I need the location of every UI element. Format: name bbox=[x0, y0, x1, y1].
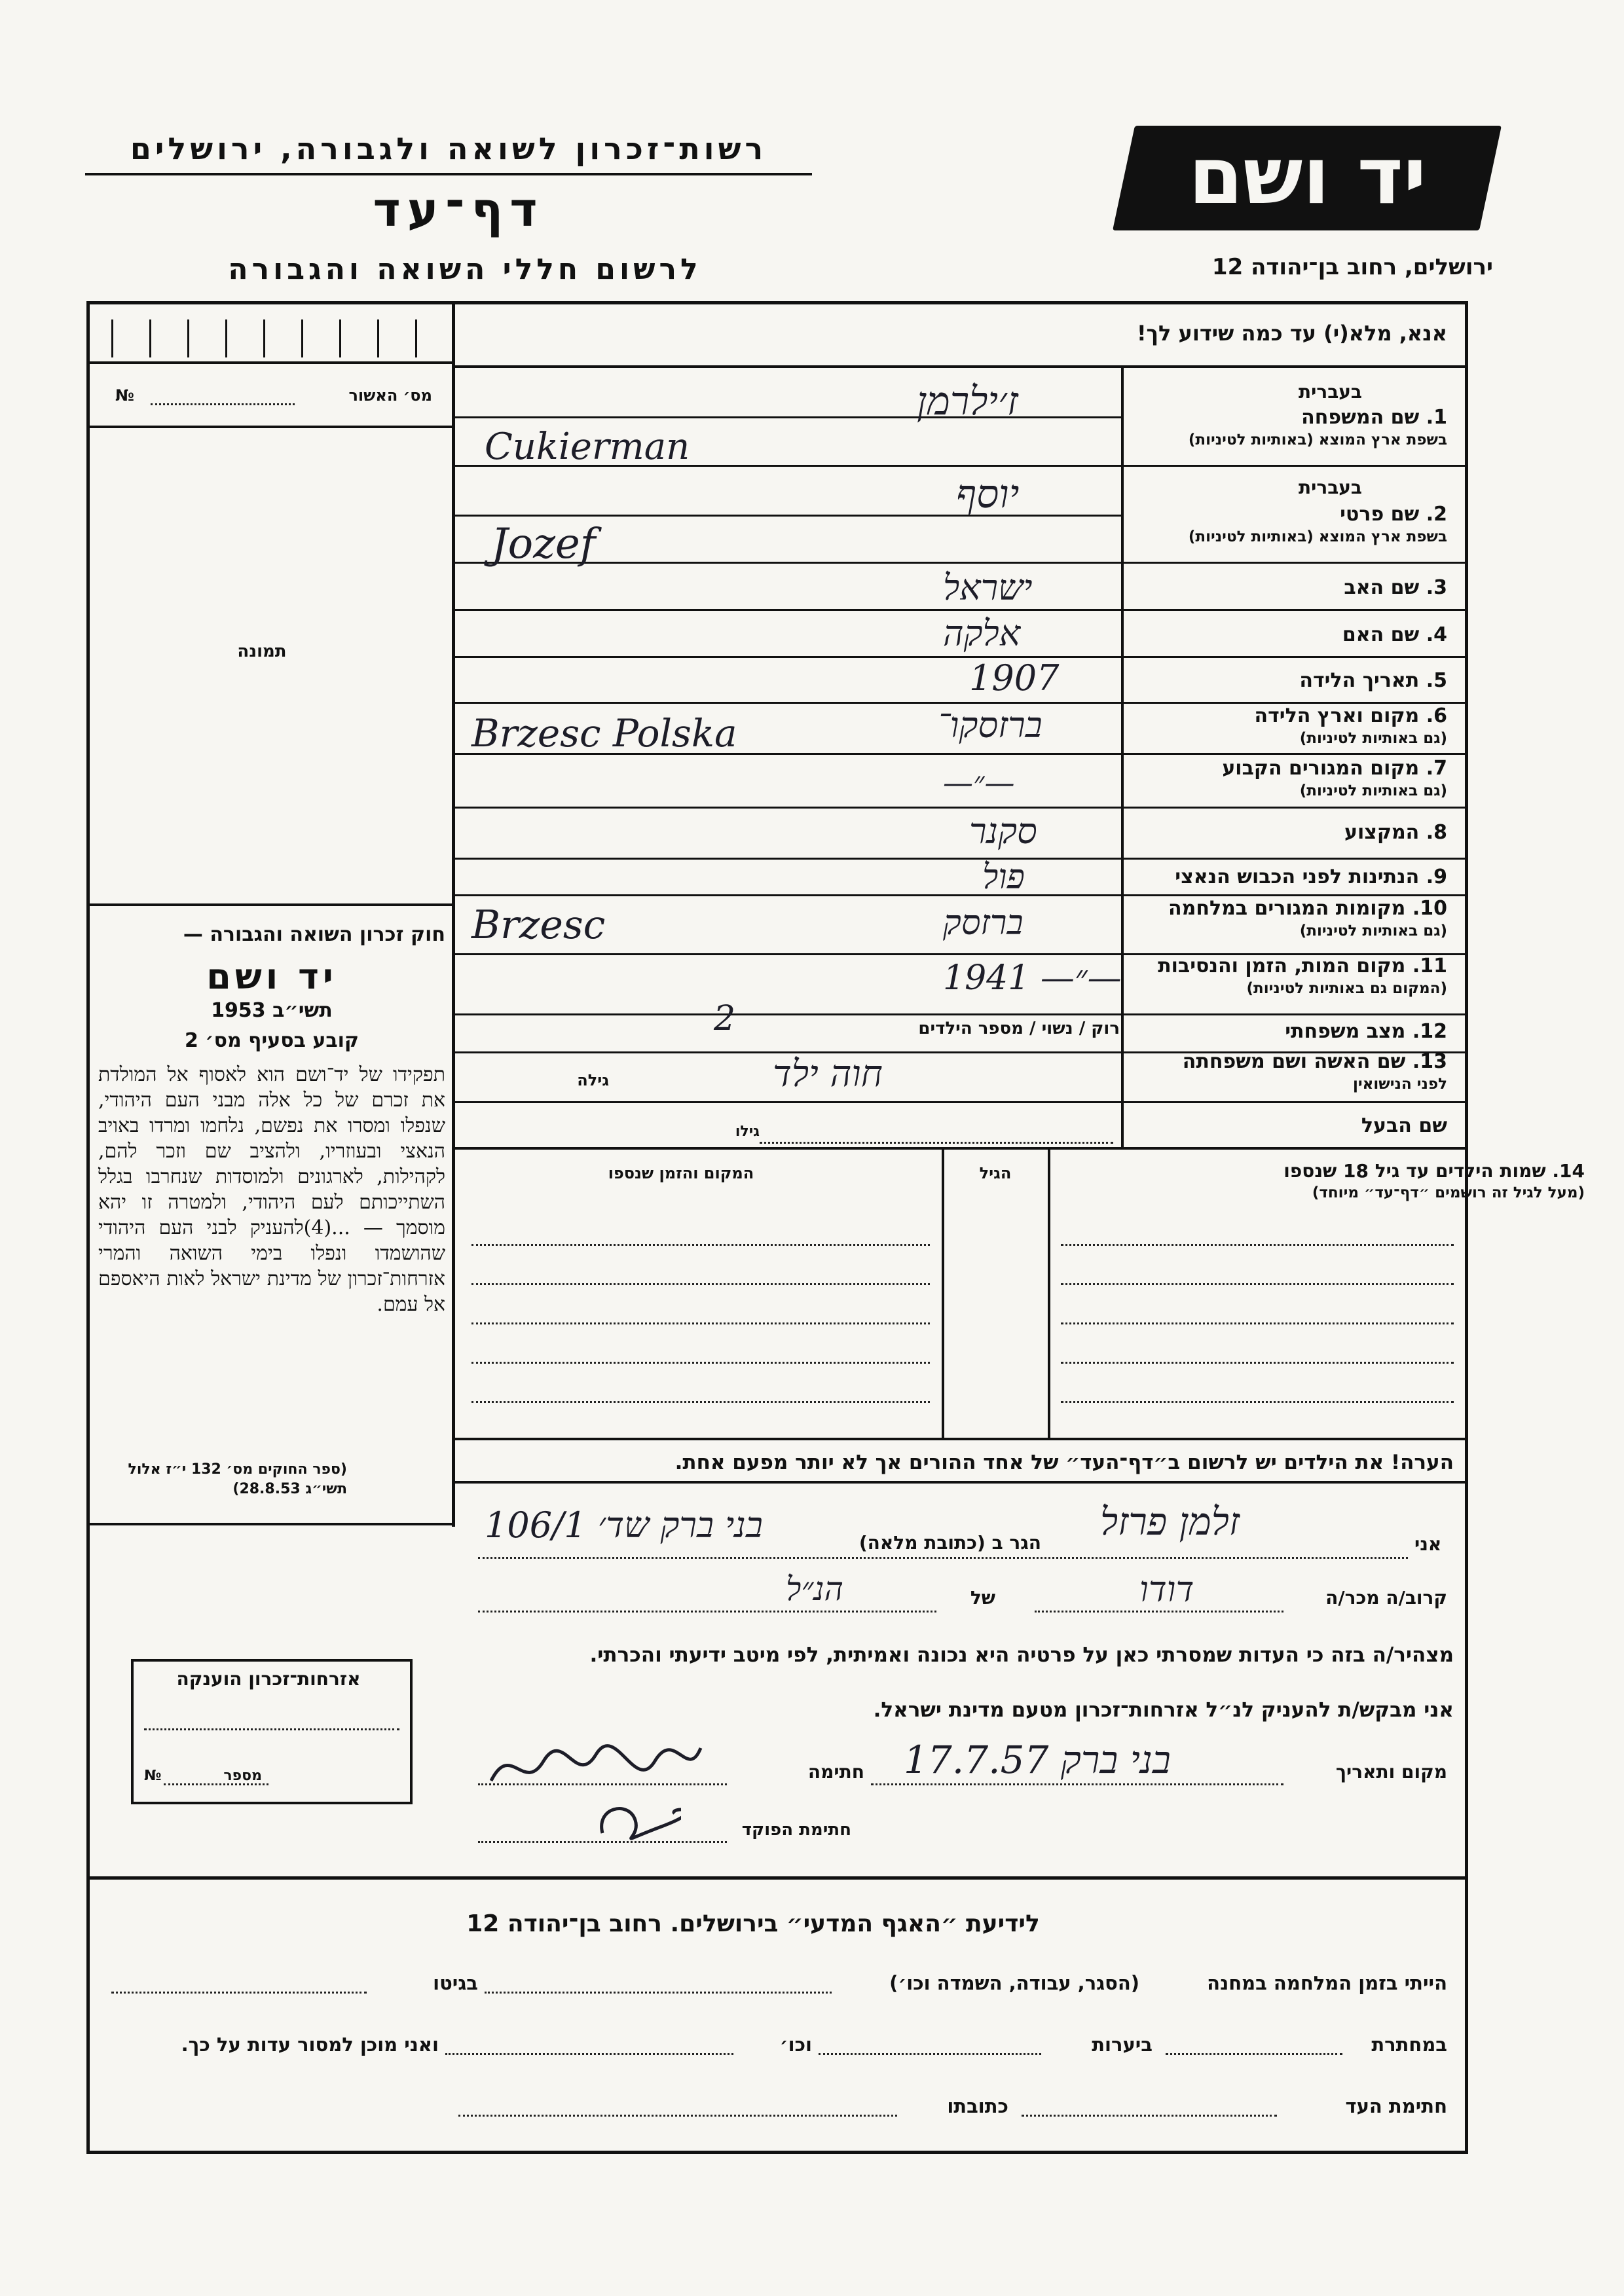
children-row[interactable] bbox=[471, 1401, 930, 1403]
field-3-value[interactable]: ישראל bbox=[943, 567, 1033, 608]
law-year: תשי״ב 1953 bbox=[211, 999, 333, 1022]
declarant-name[interactable]: זלמן פרזל bbox=[1100, 1499, 1240, 1544]
of-value[interactable]: הנ״ל bbox=[786, 1570, 843, 1608]
relation-line[interactable] bbox=[1035, 1611, 1283, 1613]
row-line bbox=[454, 609, 1467, 611]
field-1-value-hebrew[interactable]: ז׳ילרמן bbox=[917, 378, 1018, 424]
field-5-label: 5. תאריך הלידה bbox=[1299, 669, 1447, 692]
footer-forests-label: ביערות bbox=[1092, 2033, 1153, 2056]
wife-age-label: גילה bbox=[577, 1071, 609, 1089]
children-row[interactable] bbox=[1061, 1322, 1454, 1324]
field-6-value-latin[interactable]: Brzesc Polska bbox=[471, 711, 737, 756]
of-label: של bbox=[970, 1587, 995, 1609]
field-7-value[interactable]: —״— bbox=[943, 765, 1015, 800]
field-8-label: 8. המקצוע bbox=[1344, 821, 1447, 844]
field-1-value-latin[interactable]: Cukierman bbox=[485, 426, 690, 468]
footer-camp-types: (הסגר, עבודה, השמדה וכו׳) bbox=[889, 1972, 1139, 1994]
field-11-label: 11. מקום המות, הזמן והנסיבות (המקום גם באותיות לטיניות) bbox=[1158, 955, 1447, 997]
children-row[interactable] bbox=[471, 1244, 930, 1246]
official-signature bbox=[589, 1794, 681, 1853]
yad-vashem-logo bbox=[1113, 126, 1502, 230]
footer-witness-signature-field[interactable] bbox=[1022, 2115, 1277, 2117]
field-2-value-latin[interactable]: Jozef bbox=[491, 520, 596, 568]
row-line bbox=[454, 1147, 1467, 1150]
field-2-hebrew-tag: בעברית bbox=[1298, 477, 1362, 498]
authority-name: רשות־זכרון לשואה ולגבורה, ירושלים bbox=[130, 131, 767, 166]
citizenship-line-1[interactable] bbox=[144, 1728, 399, 1730]
label-column-divider bbox=[1121, 368, 1124, 1147]
footer-etc-label: וכו׳ bbox=[779, 2033, 812, 2056]
row-line bbox=[454, 858, 1467, 860]
footer-ghetto-field[interactable] bbox=[111, 1992, 367, 1994]
marital-status-options[interactable]: רוק / נשוי / מספר הילדים bbox=[918, 1019, 1120, 1038]
of-line[interactable] bbox=[478, 1611, 936, 1613]
footer-ready-text: ואני מוכן למסור עדות על כך. bbox=[181, 2033, 439, 2056]
signature-label: חתימה bbox=[807, 1761, 864, 1783]
field-10-value-latin[interactable]: Brzesc bbox=[471, 902, 606, 948]
approval-tick-boxes bbox=[98, 319, 452, 359]
approval-bottom-line bbox=[88, 426, 452, 428]
footer-underground-field[interactable] bbox=[1166, 2053, 1342, 2055]
row-subline bbox=[454, 416, 1121, 418]
row-line bbox=[454, 1101, 1467, 1103]
field-4-value[interactable]: אלקה bbox=[943, 613, 1021, 654]
form-title: דף־עד bbox=[373, 182, 544, 237]
citizenship-no-sign: № bbox=[144, 1768, 162, 1784]
declaration-text: מצהיר/ה בזה כי העדות שמסרתי כאן על פרטיה היא נכונה ואמיתית, לפי מיטב ידיעתי והכרתי. bbox=[589, 1643, 1454, 1667]
footer-camp-label: הייתי בזמן המלחמה במחנה bbox=[1207, 1972, 1447, 1994]
citizenship-title: אזרחות־זכרון הוענקה bbox=[176, 1668, 361, 1690]
field-10-value-hebrew[interactable]: ברזסק bbox=[943, 903, 1024, 943]
children-row[interactable] bbox=[471, 1283, 930, 1285]
children-table-bottom bbox=[454, 1438, 1467, 1440]
row-line bbox=[454, 1013, 1467, 1015]
row-line bbox=[454, 894, 1467, 896]
footer-underground-label: במחתרת bbox=[1371, 2033, 1447, 2056]
children-table-divider-2 bbox=[942, 1150, 944, 1438]
law-clause: קובע בסעיף מס׳ 2 bbox=[184, 1029, 360, 1052]
field-9-label: 9. הנתינות לפני הכבוש הנאצי bbox=[1175, 866, 1447, 888]
field-5-value[interactable]: 1907 bbox=[969, 657, 1060, 699]
husband-age-label: גילו bbox=[735, 1123, 760, 1140]
law-body: תפקידו של יד־ושם הוא לאסוף אל המולדת את זכרם של כל אלה מבני העם היהודי, שנפלו ומסרו את נפשם, נלחמו ומרדו באויב הנאצי ובעוזריו, ולהציב שם וזכר להם, לקהילות, לארגונים ולמוסדות שנחרבו בגלל השתייכותם לעם היהודי, ולמטרה זו יהא מוסמך — ...(4)להעניק לבני העם היהודי שהושמדו ונפלו בימי השואה והמרי אזרחות־זכרון של מדינת ישראל לאות היאספם אל עמם. bbox=[98, 1063, 446, 1316]
approval-no-sign: № bbox=[115, 386, 134, 405]
row-line bbox=[454, 562, 1467, 564]
row-line bbox=[454, 807, 1467, 809]
left-column-divider bbox=[452, 302, 455, 1527]
relation-label: קרוב/ה מכר/ה bbox=[1325, 1587, 1447, 1609]
law-reference: (ספר החוקים מס׳ 132 י״ז אלול תשי״ג 28.8.53) bbox=[128, 1461, 347, 1497]
signature-line[interactable] bbox=[478, 1783, 727, 1785]
children-row[interactable] bbox=[1061, 1283, 1454, 1285]
footer-etc-field[interactable] bbox=[445, 2053, 733, 2055]
children-table-divider-1 bbox=[1048, 1150, 1050, 1438]
children-count-value[interactable]: 2 bbox=[714, 999, 736, 1038]
relation-value[interactable]: דודו bbox=[1139, 1569, 1194, 1610]
request-text: אני מבקש/ת להעניק לנ״ל אזרחות־זכרון מטעם מדינת ישראל. bbox=[873, 1698, 1454, 1722]
footer-address-label: כתובתו bbox=[947, 2095, 1008, 2117]
children-row[interactable] bbox=[1061, 1362, 1454, 1364]
official-signature-label: חתימת הפוקד bbox=[741, 1820, 851, 1840]
field-7-label: 7. מקום המגורים הקבוע (גם באותיות לטיניות) bbox=[1222, 757, 1447, 799]
field-4-label: 4. שם האם bbox=[1342, 623, 1447, 646]
approval-top-line bbox=[88, 361, 452, 364]
wife-name-value[interactable]: חוה ילד bbox=[773, 1053, 883, 1095]
field-8-value[interactable]: סקנר bbox=[969, 811, 1037, 852]
approval-number-label: מס׳ האשור bbox=[348, 386, 432, 405]
field-6-value-hebrew[interactable]: ברזסקו־ bbox=[936, 704, 1043, 746]
form-subtitle: לרשום חללי השואה והגבורה bbox=[228, 253, 702, 286]
declarant-signature bbox=[485, 1735, 707, 1800]
footer-title: לידיעת ״האגף המדעי״ בירושלים. רחוב בן־יהודה 12 bbox=[466, 1910, 1040, 1937]
place-date-value[interactable]: בני ברק 17.7.57 bbox=[904, 1738, 1171, 1782]
husband-name-label: שם הבעל bbox=[1361, 1114, 1447, 1137]
declarant-address-line[interactable] bbox=[478, 1557, 1408, 1559]
place-date-label: מקום ותאריך bbox=[1335, 1761, 1447, 1783]
law-name: יד ושם bbox=[206, 956, 337, 997]
field-6-label: 6. מקום וארץ הלידה (גם באותיות לטיניות) bbox=[1254, 704, 1447, 747]
official-signature-line[interactable] bbox=[478, 1841, 727, 1843]
field-3-label: 3. שם האב bbox=[1344, 576, 1447, 599]
field-2-value-hebrew[interactable]: יוסף bbox=[956, 471, 1020, 517]
field-11-value[interactable]: —״— 1941 bbox=[943, 958, 1122, 998]
footer-camp-field[interactable] bbox=[485, 1992, 832, 1994]
children-row[interactable] bbox=[471, 1322, 930, 1324]
top-strip-line bbox=[452, 365, 1467, 368]
children-place-header: המקום והזמן שנספו bbox=[608, 1164, 754, 1182]
photo-bottom-line bbox=[88, 903, 452, 906]
row-line bbox=[454, 656, 1467, 658]
children-row[interactable] bbox=[1061, 1244, 1454, 1246]
children-row[interactable] bbox=[471, 1362, 930, 1364]
field-2-label: 2. שם פרטי בשפת ארץ המוצא (באותיות לטיניות) bbox=[1188, 503, 1447, 545]
declarant-i-label: אני bbox=[1414, 1533, 1442, 1555]
citizenship-number-field[interactable] bbox=[164, 1783, 268, 1785]
field-14-label: 14. שמות הילדים עד גיל 18 שנספו (מעל לגיל זה רושמים ״דף־עד״ מיוחד) bbox=[1283, 1160, 1585, 1201]
approval-number-field[interactable] bbox=[151, 403, 295, 405]
place-date-line[interactable] bbox=[871, 1783, 1283, 1785]
law-box-bottom bbox=[88, 1523, 454, 1525]
law-title: חוק זכרון השואה והגבורה — bbox=[183, 923, 445, 946]
field-13-label: 13. שם האשה ושם משפחתה לפני הנישואין bbox=[1182, 1050, 1447, 1093]
field-1-label: 1. שם המשפחה בשפת ארץ המוצא (באותיות לטיניות) bbox=[1188, 406, 1447, 448]
husband-name-field[interactable] bbox=[760, 1142, 1113, 1144]
footer-witness-signature-label: חתימת העד bbox=[1345, 2095, 1447, 2117]
resides-label: הגר ב (כתובת מלאה) bbox=[858, 1532, 1041, 1554]
citizenship-number-label: מספר bbox=[223, 1768, 262, 1784]
field-1-hebrew-tag: בעברית bbox=[1298, 381, 1362, 403]
note-text: הערה! את הילדים יש לרשום ב״דף־העד״ של אחד ההורים אך לא יותר מפעם אחת. bbox=[674, 1451, 1454, 1474]
please-note: אנא, מלא(י) עד כמה שידוע לך! bbox=[1136, 321, 1447, 346]
row-line bbox=[454, 702, 1467, 704]
children-row[interactable] bbox=[1061, 1401, 1454, 1403]
field-12-label: 12. מצב משפחתי bbox=[1285, 1020, 1447, 1043]
footer-ghetto-label: בגיטו bbox=[433, 1972, 478, 1994]
logo-text: יד ושם bbox=[1188, 131, 1427, 222]
footer-forests-field[interactable] bbox=[819, 2053, 1041, 2055]
footer-address-field[interactable] bbox=[458, 2115, 897, 2117]
institution-address: ירושלים, רחוב בן־יהודה 12 bbox=[1211, 254, 1493, 280]
note-underline bbox=[454, 1481, 1467, 1484]
photo-label: תמונה bbox=[237, 642, 287, 661]
field-10-label: 10. מקומות המגורים במלחמה (גם באותיות לטיניות) bbox=[1168, 897, 1447, 939]
field-9-value[interactable]: פול bbox=[982, 858, 1025, 897]
children-age-header: הגיל bbox=[979, 1164, 1012, 1182]
authority-underline bbox=[85, 173, 812, 175]
declarant-address[interactable]: בני ברק שד׳ 106/1 bbox=[485, 1504, 763, 1546]
footer-divider bbox=[88, 1876, 1467, 1880]
row-subline bbox=[454, 515, 1121, 517]
